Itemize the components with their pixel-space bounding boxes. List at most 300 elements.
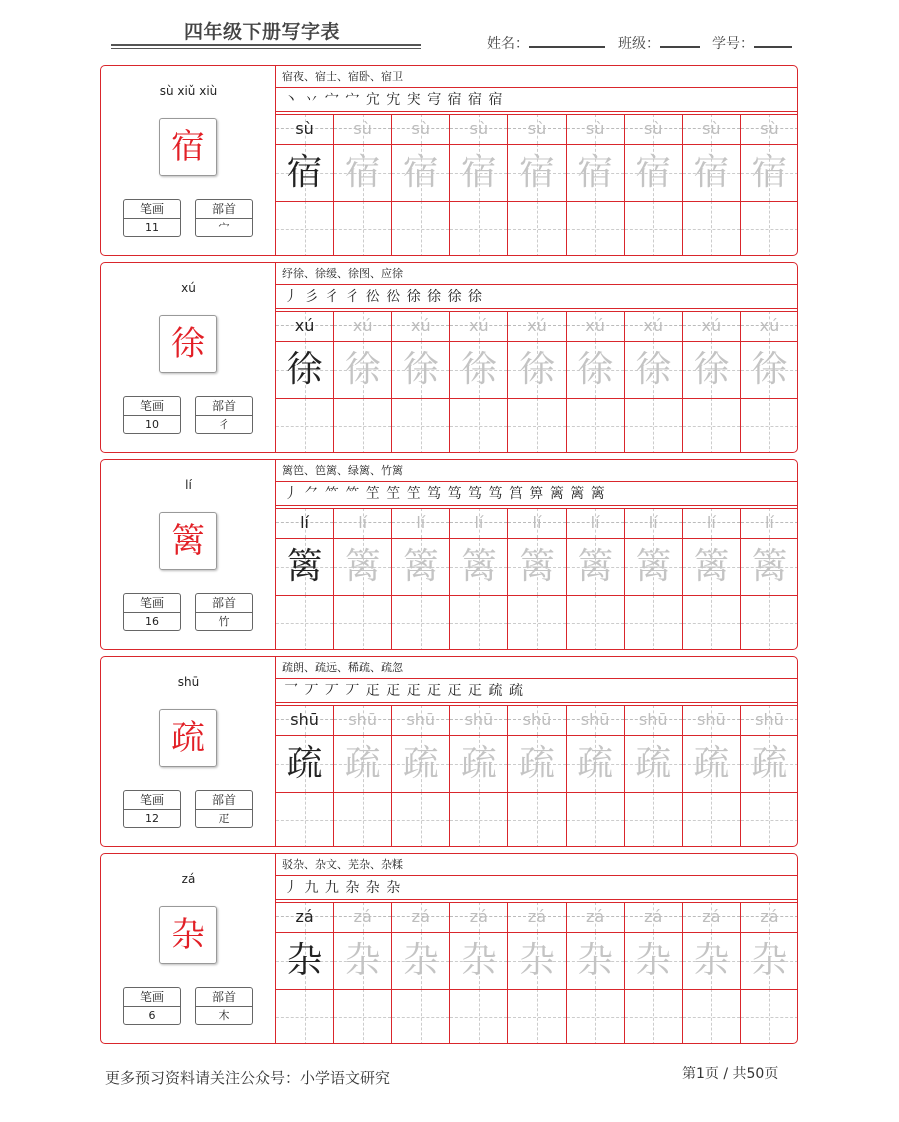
character-trace: 徐 xyxy=(577,349,614,390)
stroke-count: 6 xyxy=(148,1009,156,1022)
radical-value: 木 xyxy=(218,1009,230,1022)
character-info-panel xyxy=(101,460,276,649)
character-cell xyxy=(741,538,798,595)
character-cell xyxy=(334,735,392,792)
pinyin-trace: lí xyxy=(532,513,542,532)
radical-label: 部首 xyxy=(196,791,252,810)
pinyin-cell xyxy=(450,902,508,932)
pinyin-cell xyxy=(450,114,508,144)
blank-practice-cell[interactable] xyxy=(683,595,741,650)
pinyin-cell xyxy=(276,902,334,932)
character-trace: 徐 xyxy=(751,349,788,390)
pinyin-cell xyxy=(625,311,683,341)
pinyin-trace: sù xyxy=(469,119,489,138)
stroke-label: 笔画 xyxy=(124,594,180,613)
stroke-count: 11 xyxy=(145,221,159,234)
pinyin-cell xyxy=(683,508,741,538)
stroke-order: 丿 彡 彳 彳 彸 彸 徐 徐 徐 徐 xyxy=(276,285,798,309)
character-trace: 杂 xyxy=(286,940,323,981)
stroke-count-box xyxy=(123,987,181,1025)
character-trace: 宿 xyxy=(635,152,672,193)
character-trace: 篱 xyxy=(577,546,614,587)
pinyin-trace: zá xyxy=(760,907,779,926)
pinyin-trace: zá xyxy=(644,907,663,926)
blank-practice-cell[interactable] xyxy=(625,201,683,256)
character-card xyxy=(100,656,798,847)
radical-box xyxy=(195,396,253,434)
pinyin-cell xyxy=(508,705,566,735)
pinyin-cell xyxy=(683,902,741,932)
character-trace: 杂 xyxy=(344,940,381,981)
pinyin-trace: zá xyxy=(353,907,372,926)
blank-practice-cell[interactable] xyxy=(334,989,392,1044)
practice-area xyxy=(276,263,798,452)
character-pinyin: zá xyxy=(181,872,196,886)
blank-practice-cell[interactable] xyxy=(567,398,625,453)
blank-practice-cell[interactable] xyxy=(625,398,683,453)
pinyin-trace: shū xyxy=(290,710,319,729)
blank-practice-cell[interactable] xyxy=(508,398,566,453)
character-trace: 篱 xyxy=(751,546,788,587)
character-trace: 篱 xyxy=(402,546,439,587)
pinyin-cell xyxy=(625,508,683,538)
pinyin-cell xyxy=(392,114,450,144)
page-title: 四年级下册写字表 xyxy=(184,21,341,43)
page-number: 第1页 / 共50页 xyxy=(682,1066,779,1082)
pinyin-trace: sù xyxy=(760,119,779,138)
character-trace: 徐 xyxy=(344,349,381,390)
character-trace: 徐 xyxy=(402,349,439,390)
blank-practice-cell[interactable] xyxy=(334,792,392,847)
pinyin-trace: shū xyxy=(406,710,436,729)
pinyin-cell xyxy=(741,311,798,341)
character-trace: 杂 xyxy=(751,940,788,981)
blank-practice-cell[interactable] xyxy=(741,792,798,847)
name-label: 姓名： xyxy=(487,36,529,52)
character-card xyxy=(100,459,798,650)
character-trace: 宿 xyxy=(751,152,788,193)
stroke-label: 笔画 xyxy=(124,791,180,810)
pinyin-cell xyxy=(625,902,683,932)
pinyin-trace: xú xyxy=(469,316,489,335)
character-pinyin: xú xyxy=(181,281,196,295)
character-display: 杂 xyxy=(159,906,217,964)
character-display: 疏 xyxy=(159,709,217,767)
blank-practice-cell[interactable] xyxy=(508,595,566,650)
blank-practice-cell[interactable] xyxy=(450,595,508,650)
blank-practice-cell[interactable] xyxy=(625,792,683,847)
pinyin-trace: shū xyxy=(697,710,726,729)
character-trace: 宿 xyxy=(286,152,323,193)
stroke-count-box xyxy=(123,593,181,631)
character-cell xyxy=(741,144,798,201)
pinyin-trace: lí xyxy=(764,513,774,532)
pinyin-trace: xú xyxy=(585,316,605,335)
character-cell xyxy=(508,538,566,595)
character-trace: 疏 xyxy=(751,743,788,784)
character-trace: 杂 xyxy=(693,940,730,981)
pinyin-cell xyxy=(508,311,566,341)
pinyin-cell xyxy=(392,902,450,932)
character-cell xyxy=(683,735,741,792)
stroke-label: 笔画 xyxy=(124,397,180,416)
pinyin-cell xyxy=(334,114,392,144)
character-trace: 疏 xyxy=(577,743,614,784)
pinyin-cell xyxy=(508,508,566,538)
pinyin-trace: lí xyxy=(416,513,426,532)
character-card xyxy=(100,853,798,1044)
pinyin-trace: shū xyxy=(638,710,668,729)
blank-practice-cell[interactable] xyxy=(450,201,508,256)
character-cell xyxy=(392,932,450,989)
character-cell xyxy=(625,341,683,398)
pinyin-cell xyxy=(334,902,392,932)
character-cell xyxy=(334,932,392,989)
character-cell xyxy=(625,538,683,595)
blank-practice-cell[interactable] xyxy=(625,595,683,650)
blank-practice-cell[interactable] xyxy=(508,792,566,847)
character-trace: 疏 xyxy=(518,743,555,784)
pinyin-trace: lí xyxy=(648,513,658,532)
example-words: 纾徐、徐缓、徐图、应徐 xyxy=(276,263,798,285)
radical-label: 部首 xyxy=(196,594,252,613)
character-pinyin: lí xyxy=(185,478,192,492)
blank-practice-cell[interactable] xyxy=(450,398,508,453)
pinyin-cell xyxy=(683,114,741,144)
pinyin-trace: sù xyxy=(353,119,372,138)
blank-practice-cell[interactable] xyxy=(334,398,392,453)
character-card xyxy=(100,65,798,256)
blank-practice-cell[interactable] xyxy=(741,595,798,650)
class-field[interactable] xyxy=(618,32,700,53)
character-trace: 疏 xyxy=(344,743,381,784)
pinyin-cell xyxy=(567,902,625,932)
character-display: 篱 xyxy=(159,512,217,570)
pinyin-trace: zá xyxy=(527,907,547,926)
character-cell xyxy=(334,341,392,398)
pinyin-trace: shū xyxy=(348,710,377,729)
pinyin-cell xyxy=(450,705,508,735)
pinyin-trace: sù xyxy=(411,119,431,138)
class-label: 班级： xyxy=(618,36,660,52)
character-cell xyxy=(450,144,508,201)
pinyin-trace: zá xyxy=(411,907,430,926)
blank-practice-cell[interactable] xyxy=(741,398,798,453)
character-trace: 杂 xyxy=(402,940,439,981)
pinyin-trace: shū xyxy=(464,710,494,729)
character-cell xyxy=(567,932,625,989)
stroke-order: 丿 ⺈ ⺮ ⺮ 笁 笁 笁 笃 笃 笃 笃 筥 箅 篱 篱 篱 xyxy=(276,482,798,506)
title-underline-thin xyxy=(111,48,421,49)
character-cell xyxy=(450,341,508,398)
blank-practice-cell[interactable] xyxy=(334,201,392,256)
character-trace: 杂 xyxy=(635,940,672,981)
character-pinyin: sù xiǔ xiù xyxy=(159,84,218,98)
character-card xyxy=(100,262,798,453)
student-id-field[interactable] xyxy=(712,32,792,53)
name-field[interactable] xyxy=(487,32,605,53)
practice-area xyxy=(276,66,798,255)
blank-practice-cell[interactable] xyxy=(450,989,508,1044)
pinyin-trace: xú xyxy=(410,316,431,335)
character-cell xyxy=(683,932,741,989)
character-pinyin: shū xyxy=(177,675,200,689)
blank-practice-cell[interactable] xyxy=(683,398,741,453)
pinyin-cell xyxy=(334,705,392,735)
character-cell xyxy=(741,735,798,792)
character-cell xyxy=(567,735,625,792)
blank-practice-cell[interactable] xyxy=(392,595,450,650)
character-cell xyxy=(508,144,566,201)
title-underline xyxy=(111,44,421,46)
character-trace: 篱 xyxy=(635,546,672,587)
pinyin-cell xyxy=(508,902,566,932)
character-trace: 徐 xyxy=(693,349,730,390)
blank-practice-cell[interactable] xyxy=(392,398,450,453)
blank-practice-cell[interactable] xyxy=(276,792,334,847)
pinyin-trace: shū xyxy=(755,710,784,729)
character-trace: 宿 xyxy=(402,152,439,193)
blank-practice-cell[interactable] xyxy=(625,989,683,1044)
pinyin-trace: sù xyxy=(585,119,605,138)
radical-label: 部首 xyxy=(196,397,252,416)
pinyin-cell xyxy=(276,311,334,341)
pinyin-cell xyxy=(741,705,798,735)
character-cell xyxy=(392,144,450,201)
student-id-blank[interactable] xyxy=(754,32,792,48)
blank-practice-cell[interactable] xyxy=(683,201,741,256)
character-info-panel xyxy=(101,66,276,255)
character-cell xyxy=(450,932,508,989)
blank-practice-cell[interactable] xyxy=(567,595,625,650)
pinyin-trace: zá xyxy=(702,907,721,926)
pinyin-cell xyxy=(683,705,741,735)
practice-area xyxy=(276,854,798,1043)
stroke-order: 乛 丆 丆 丆 𤴓 𤴓 𤴓 𤴓 𤴓 𤴓 疏 疏 xyxy=(276,679,798,703)
pinyin-trace: shū xyxy=(580,710,610,729)
character-cell xyxy=(683,341,741,398)
class-blank[interactable] xyxy=(660,32,700,48)
character-trace: 宿 xyxy=(460,152,497,193)
character-cell xyxy=(450,735,508,792)
character-cell xyxy=(392,341,450,398)
character-cell xyxy=(567,341,625,398)
character-trace: 徐 xyxy=(518,349,555,390)
pinyin-trace: lí xyxy=(590,513,600,532)
writing-grid xyxy=(276,311,798,453)
character-info-panel xyxy=(101,263,276,452)
character-trace: 疏 xyxy=(286,743,323,784)
blank-practice-cell[interactable] xyxy=(741,989,798,1044)
pinyin-trace: xú xyxy=(759,316,780,335)
pinyin-cell xyxy=(508,114,566,144)
character-trace: 疏 xyxy=(402,743,439,784)
radical-value: 宀 xyxy=(218,221,230,234)
pinyin-trace: shū xyxy=(522,710,552,729)
character-cell xyxy=(683,144,741,201)
stroke-label: 笔画 xyxy=(124,988,180,1007)
pinyin-cell xyxy=(567,114,625,144)
pinyin-cell xyxy=(683,311,741,341)
blank-practice-cell[interactable] xyxy=(450,792,508,847)
character-cell xyxy=(276,538,334,595)
character-cell xyxy=(276,932,334,989)
pinyin-trace: xú xyxy=(701,316,722,335)
character-trace: 疏 xyxy=(460,743,497,784)
blank-practice-cell[interactable] xyxy=(392,201,450,256)
pinyin-cell xyxy=(334,311,392,341)
pinyin-cell xyxy=(392,705,450,735)
pinyin-cell xyxy=(741,508,798,538)
radical-label: 部首 xyxy=(196,988,252,1007)
blank-practice-cell[interactable] xyxy=(508,201,566,256)
example-words: 驳杂、杂文、芜杂、杂糅 xyxy=(276,854,798,876)
stroke-count: 10 xyxy=(145,418,159,431)
pinyin-trace: lí xyxy=(706,513,716,532)
character-trace: 杂 xyxy=(577,940,614,981)
pinyin-trace: sù xyxy=(527,119,547,138)
blank-practice-cell[interactable] xyxy=(567,201,625,256)
blank-practice-cell[interactable] xyxy=(334,595,392,650)
character-trace: 宿 xyxy=(693,152,730,193)
pinyin-cell xyxy=(625,705,683,735)
blank-practice-cell[interactable] xyxy=(392,989,450,1044)
pinyin-cell xyxy=(276,705,334,735)
pinyin-cell xyxy=(392,508,450,538)
blank-practice-cell[interactable] xyxy=(276,595,334,650)
pinyin-trace: zá xyxy=(586,907,605,926)
stroke-order: 丶 丷 宀 宀 宂 宄 宊 宆 宿 宿 宿 xyxy=(276,88,798,112)
stroke-order: 丿 九 九 杂 杂 杂 xyxy=(276,876,798,900)
example-words: 篱笆、笆篱、绿篱、竹篱 xyxy=(276,460,798,482)
character-trace: 徐 xyxy=(635,349,672,390)
character-cell xyxy=(567,538,625,595)
blank-practice-cell[interactable] xyxy=(683,989,741,1044)
writing-grid xyxy=(276,508,798,650)
character-trace: 篱 xyxy=(344,546,381,587)
character-trace: 宿 xyxy=(344,152,381,193)
practice-area xyxy=(276,657,798,846)
character-display: 徐 xyxy=(159,315,217,373)
character-trace: 篱 xyxy=(286,546,323,587)
example-words: 宿夜、宿士、宿卧、宿卫 xyxy=(276,66,798,88)
blank-practice-cell[interactable] xyxy=(567,792,625,847)
character-cell xyxy=(625,932,683,989)
blank-practice-cell[interactable] xyxy=(276,201,334,256)
name-blank[interactable] xyxy=(529,32,605,48)
pinyin-trace: xú xyxy=(527,316,547,335)
character-trace: 篱 xyxy=(460,546,497,587)
example-words: 疏朗、疏远、稀疏、疏忽 xyxy=(276,657,798,679)
character-cell xyxy=(276,735,334,792)
character-trace: 宿 xyxy=(577,152,614,193)
pinyin-trace: xú xyxy=(643,316,664,335)
radical-label: 部首 xyxy=(196,200,252,219)
practice-area xyxy=(276,460,798,649)
radical-box xyxy=(195,790,253,828)
character-info-panel xyxy=(101,657,276,846)
pinyin-cell xyxy=(567,508,625,538)
character-trace: 宿 xyxy=(518,152,555,193)
pinyin-trace: lí xyxy=(300,513,309,532)
character-cell xyxy=(741,932,798,989)
character-info-panel xyxy=(101,854,276,1043)
character-trace: 杂 xyxy=(460,940,497,981)
stroke-count-box xyxy=(123,790,181,828)
pinyin-cell xyxy=(392,311,450,341)
pinyin-cell xyxy=(276,508,334,538)
footer-promo: 更多预习资料请关注公众号：小学语文研究 xyxy=(105,1069,391,1087)
character-trace: 篱 xyxy=(518,546,555,587)
blank-practice-cell[interactable] xyxy=(392,792,450,847)
pinyin-cell xyxy=(567,311,625,341)
pinyin-trace: xú xyxy=(294,316,315,335)
stroke-count: 16 xyxy=(145,615,159,628)
writing-grid xyxy=(276,705,798,847)
character-trace: 杂 xyxy=(518,940,555,981)
blank-practice-cell[interactable] xyxy=(683,792,741,847)
character-cell xyxy=(276,144,334,201)
character-cell xyxy=(508,735,566,792)
pinyin-cell xyxy=(334,508,392,538)
blank-practice-cell[interactable] xyxy=(276,398,334,453)
character-trace: 疏 xyxy=(693,743,730,784)
pinyin-cell xyxy=(567,705,625,735)
character-cell xyxy=(508,932,566,989)
blank-practice-cell[interactable] xyxy=(741,201,798,256)
stroke-count-box xyxy=(123,396,181,434)
radical-box xyxy=(195,199,253,237)
pinyin-trace: xú xyxy=(352,316,373,335)
pinyin-trace: sù xyxy=(295,119,314,138)
character-cell xyxy=(392,538,450,595)
pinyin-trace: lí xyxy=(474,513,484,532)
character-trace: 徐 xyxy=(460,349,497,390)
character-trace: 徐 xyxy=(286,349,323,390)
writing-grid xyxy=(276,114,798,256)
blank-practice-cell[interactable] xyxy=(567,989,625,1044)
radical-box xyxy=(195,987,253,1025)
character-cell xyxy=(625,735,683,792)
character-cell xyxy=(508,341,566,398)
character-cell xyxy=(625,144,683,201)
character-trace: 疏 xyxy=(635,743,672,784)
radical-value: 疋 xyxy=(218,812,230,825)
blank-practice-cell[interactable] xyxy=(276,989,334,1044)
stroke-count: 12 xyxy=(145,812,159,825)
character-cell xyxy=(741,341,798,398)
character-trace: 篱 xyxy=(693,546,730,587)
stroke-count-box xyxy=(123,199,181,237)
pinyin-cell xyxy=(276,114,334,144)
character-cell xyxy=(450,538,508,595)
stroke-label: 笔画 xyxy=(124,200,180,219)
writing-grid xyxy=(276,902,798,1044)
blank-practice-cell[interactable] xyxy=(508,989,566,1044)
pinyin-cell xyxy=(450,311,508,341)
radical-box xyxy=(195,593,253,631)
student-id-label: 学号： xyxy=(712,36,754,52)
pinyin-trace: sù xyxy=(702,119,721,138)
pinyin-trace: lí xyxy=(358,513,368,532)
pinyin-cell xyxy=(741,902,798,932)
pinyin-trace: zá xyxy=(469,907,488,926)
pinyin-trace: sù xyxy=(643,119,663,138)
character-cell xyxy=(334,144,392,201)
character-cell xyxy=(567,144,625,201)
character-cell xyxy=(276,341,334,398)
pinyin-cell xyxy=(741,114,798,144)
